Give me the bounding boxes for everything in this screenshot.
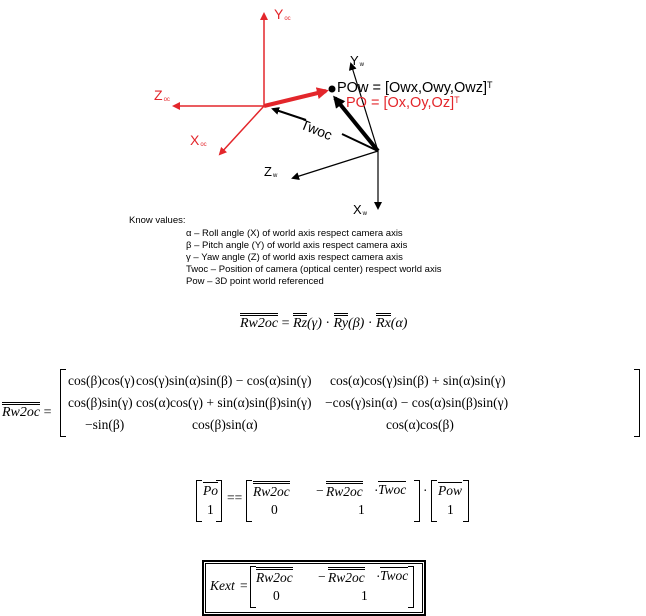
kext-right-bracket <box>408 566 414 608</box>
matrix-cell-2-1: cos(β)sin(α) <box>192 417 258 432</box>
known-value-pow: Pow – 3D point world referenced <box>186 276 324 287</box>
pow-left-bracket <box>431 480 437 522</box>
world-z-axis-arrow <box>293 151 378 178</box>
po-left-bracket <box>196 480 202 522</box>
ry-symbol: Ry <box>334 313 349 331</box>
camera-z-label: $Z_{oc}$ <box>154 87 170 103</box>
world-z-label: $Z_w$ <box>264 164 278 179</box>
one-entry: 1 <box>358 502 365 517</box>
dot-operator: · <box>376 569 381 584</box>
kext-symbol: Kext <box>210 578 235 593</box>
one-entry: 1 <box>361 588 368 603</box>
equals-sign: = <box>240 578 248 593</box>
camera-x-axis-arrow <box>220 106 264 154</box>
world-x-label: $X_w$ <box>353 202 368 217</box>
ry-arg: (β) <box>348 316 365 331</box>
po-symbol: Po <box>203 483 218 498</box>
rx-arg: (α) <box>390 316 408 331</box>
world-y-label: $Y_w$ <box>350 53 365 68</box>
camera-x-label: $X_{oc}$ <box>190 132 207 148</box>
matrix-cell-0-0: cos(β)cos(γ) <box>68 373 135 388</box>
rw2oc-symbol: Rw2oc <box>240 313 278 331</box>
matrix-cell-1-2: −cos(γ)sin(α) − cos(α)sin(β)sin(γ) <box>325 395 509 410</box>
rz-symbol: Rz <box>293 313 307 331</box>
rotation-product-equation <box>240 313 407 332</box>
known-value-twoc: Twoc – Position of camera (optical center) respect world axis <box>186 264 442 275</box>
dot-operator: · <box>367 316 373 331</box>
po-one: 1 <box>207 502 214 517</box>
twoc-label: Twoc <box>298 116 335 144</box>
matrix-cell-2-2: cos(α)cos(β) <box>386 417 454 432</box>
twoc-symbol: Twoc <box>380 568 409 583</box>
point-world-label: POw = $[Owx,Owy,Owz]^T$ <box>337 80 493 96</box>
matrix-cell-0-2: cos(α)cos(γ)sin(β) + sin(α)sin(γ) <box>330 373 506 388</box>
po-right-bracket <box>216 480 222 522</box>
pow-right-bracket <box>463 480 469 522</box>
camera-y-label: $Y_{oc}$ <box>274 6 291 22</box>
point-camera-label: PO = $[Ox,Oy,Oz]^T$ <box>346 95 460 111</box>
dot-operator: · <box>325 316 331 331</box>
matrix-cell-0-1: cos(γ)sin(α)sin(β) − cos(α)sin(γ) <box>136 373 312 388</box>
matrix-cell-1-1: cos(α)cos(γ) + sin(α)sin(β)sin(γ) <box>136 395 312 410</box>
dot-operator: · <box>423 483 428 498</box>
zero-entry: 0 <box>271 502 278 517</box>
rw2oc-symbol: Rw2oc <box>326 481 363 500</box>
rotation-matrix-lhs: Rw2oc = <box>2 402 52 421</box>
equals-sign: = <box>281 316 290 331</box>
kext-left-bracket <box>246 480 252 522</box>
dot-operator: · <box>374 483 379 498</box>
known-value-gamma: γ – Yaw angle (Z) of world axis respect camera axis <box>186 252 403 263</box>
matrix-left-bracket <box>60 369 66 437</box>
twoc-symbol: Twoc <box>378 482 407 497</box>
point-dot <box>329 86 336 93</box>
rw2oc-symbol: Rw2oc <box>328 567 365 586</box>
camera-to-point-arrow <box>264 91 326 106</box>
matrix-cell-2-0: −sin(β) <box>85 417 125 432</box>
double-equals: == <box>227 490 243 505</box>
minus-sign: − <box>318 569 326 584</box>
known-values-heading: Know values: <box>129 215 186 226</box>
pow-symbol: Pow <box>438 483 463 498</box>
rw2oc-symbol: Rw2oc <box>253 481 290 500</box>
minus-sign: − <box>316 483 324 498</box>
kext-right-bracket <box>414 480 420 522</box>
matrix-cell-1-0: cos(β)sin(γ) <box>68 395 133 410</box>
known-value-alpha: α – Roll angle (X) of world axis respect camera axis <box>186 228 403 239</box>
known-value-beta: β – Pitch angle (Y) of world axis respect camera axis <box>186 240 408 251</box>
coordinate-frames-diagram <box>0 0 646 220</box>
rz-arg: (γ) <box>307 316 322 331</box>
rx-symbol: Rx <box>376 313 391 331</box>
rw2oc-symbol: Rw2oc <box>256 567 293 586</box>
zero-entry: 0 <box>273 588 280 603</box>
pow-one: 1 <box>447 502 454 517</box>
matrix-right-bracket <box>634 369 640 437</box>
